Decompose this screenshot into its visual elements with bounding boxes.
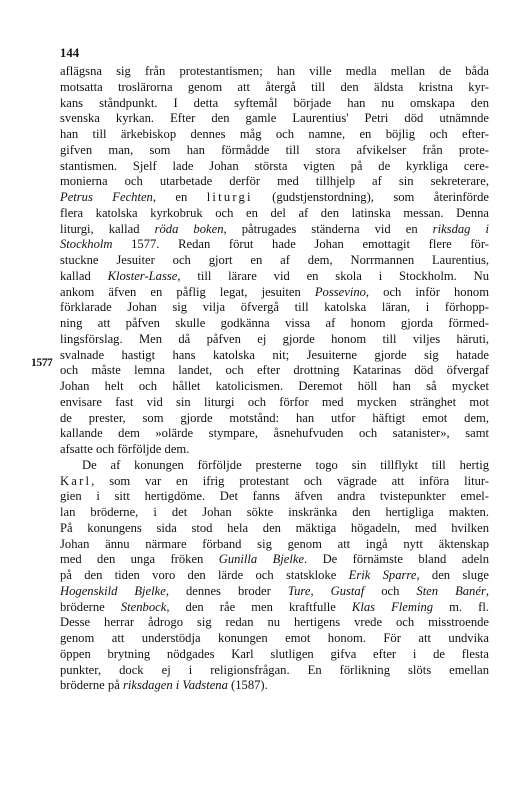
text-line	[60, 96, 489, 112]
text-segment: , påtrugades ständerna vid en	[223, 221, 433, 236]
text-segment: m. fl.	[433, 599, 489, 614]
text-line	[60, 663, 489, 679]
text-segment: gien i sitt hertigdöme. Det fanns äfven andra tvistepunkter emel-	[60, 489, 489, 504]
text-segment: förklarade Johan sig vilja öfvergå till katolska läran, i förhopp-	[60, 300, 489, 315]
text-segment: Johan helt och hållet katolicismen. Deremot höll han så mycket	[60, 379, 489, 393]
italic-text: Kloster-Lasse	[107, 268, 178, 283]
text-segment: kans ståndpunkt. I detta syftemål började han nu omskapa den	[60, 95, 489, 110]
text-segment: Desse herrar ådrogo sig redan nu hertigens vrede och misstroende	[60, 615, 489, 630]
text-segment: lingsförslag. Men då påfven ej gjorde honom till viljes häruti,	[60, 331, 489, 346]
text-line	[60, 631, 489, 647]
margin-year-note: 1577	[31, 357, 53, 369]
text-segment: ankom äfven en påflig legat, jesuiten	[60, 284, 315, 299]
text-segment: stantismen. Sjelf lade Johan största vigten på de kyrkliga cere-	[60, 158, 489, 173]
text-segment: lan bröderne, i det Johan sökte inskränka den hertigliga makten.	[60, 505, 489, 519]
text-segment: ,	[310, 583, 331, 598]
italic-text: Possevino	[314, 284, 366, 299]
italic-text: Gunilla Bjelke	[218, 552, 305, 567]
text-line	[60, 237, 489, 253]
text-segment: Johan ännu närmare förband sig genom att ingå nytt äktenskap	[60, 536, 489, 551]
text-segment: bröderne	[60, 599, 121, 614]
text-line	[60, 316, 489, 332]
text-segment: han till ärkebiskop dennes måg och namne, en böjlig och efter-	[60, 127, 489, 141]
text-line	[60, 647, 489, 663]
italic-text: Stenbock	[120, 599, 167, 614]
italic-text: Hogenskild Bjelke	[60, 583, 166, 598]
text-line	[60, 64, 489, 80]
text-segment: stuckne Jesuiter och gjort en af dem, Norrmannen Laurentius,	[60, 253, 489, 267]
text-line	[60, 379, 489, 395]
text-segment: på den tiden voro den lärde och statskloke	[60, 568, 349, 582]
text-segment: kallad	[60, 268, 108, 283]
italic-text: Sten Banér	[416, 583, 486, 598]
italic-text: Erik Sparre	[348, 568, 417, 582]
text-segment: monierna och utarbetade derför med tillhjelp af sin sekreterare,	[60, 174, 489, 189]
text-segment: , en	[152, 190, 207, 204]
text-line	[60, 363, 489, 379]
spaced-text: Karl	[60, 473, 92, 488]
text-line	[60, 395, 489, 411]
text-line	[60, 489, 489, 505]
text-line	[60, 143, 489, 159]
text-line	[60, 159, 489, 175]
text-segment: öppen brytning nödgades Karl slutligen gifva efter i de flesta	[60, 646, 489, 661]
text-line	[60, 348, 489, 364]
text-line	[60, 332, 489, 348]
text-line	[60, 615, 489, 631]
text-line	[60, 458, 489, 474]
text-segment: (gudstjenstordning), som återinförde	[252, 190, 489, 204]
text-segment: genom att understödja konungen emot honom. För att undvika	[60, 631, 489, 645]
text-segment: liturgi, kallad	[60, 221, 155, 236]
text-segment: ning att påfven skulle godkänna vissa af honom gjorda förmed-	[60, 316, 489, 330]
italic-text: Stockholm	[60, 237, 113, 252]
text-segment: gifven man, som han förmådde till stora afvikelser från prote-	[60, 142, 489, 157]
text-segment: motsatta troslärorna genom att återgå till den äldsta kristna kyr-	[60, 79, 489, 94]
body-text	[60, 64, 489, 694]
text-segment: , dennes broder	[165, 583, 288, 598]
text-segment: bröderne på	[60, 678, 123, 693]
text-line	[60, 253, 489, 269]
text-segment: afsatte och förföljde dem.	[60, 442, 190, 456]
text-segment: , och inför honom	[365, 284, 489, 299]
italic-text: Petrus Fechten	[60, 190, 153, 204]
text-line	[60, 80, 489, 96]
text-line	[60, 285, 489, 301]
italic-text: Klas Fleming	[351, 599, 434, 614]
italic-text: Ture	[287, 583, 311, 598]
text-segment: , som var en ifrig protestant och vägrade att införa litur-	[91, 473, 489, 488]
text-line	[60, 584, 489, 600]
text-segment: På konungens sida stod hela den mäktiga högadeln, med hvilken	[60, 520, 489, 535]
text-line	[60, 505, 489, 521]
text-segment: envisare fast vid sin liturgi och förfor med mycken stränghet mot	[60, 394, 489, 409]
text-segment: med den unga fröken	[60, 552, 219, 567]
text-line	[60, 568, 489, 584]
text-segment: punkter, dock ej i religionsfrågan. En förlikning slöts emellan	[60, 662, 489, 677]
text-segment: de prester, som gjorde motstånd: han utfor häftigt emot dem,	[60, 410, 489, 425]
text-line	[60, 678, 489, 694]
text-line	[60, 521, 489, 537]
text-segment: kallande dem »olärde stympare, åsnehufvuden och satanister», samt	[60, 426, 489, 441]
text-segment: svalnade hastigt hans katolska nit; Jesuiterne gjorde sig hatade	[60, 347, 489, 362]
page-number: 144	[60, 46, 80, 60]
text-line	[60, 537, 489, 553]
text-segment: , till lärare vid en skola i Stockholm. Nu	[177, 268, 489, 283]
text-line	[60, 426, 489, 442]
text-segment: flera katolska kyrkobruk och en del af den latinska messan. Denna	[60, 205, 489, 220]
text-line	[60, 127, 489, 143]
text-segment: , den sluge	[416, 568, 489, 582]
text-segment: , den råe men kraftfulle	[166, 599, 352, 614]
text-segment: . De förnämste bland adeln	[304, 552, 489, 567]
text-line	[60, 111, 489, 127]
text-line	[60, 552, 489, 568]
text-line	[60, 600, 489, 616]
text-line	[60, 174, 489, 190]
text-segment: och måste lemna landet, och efter drottning Katarinas död öfvergaf	[60, 363, 489, 378]
text-line	[60, 442, 489, 458]
text-line	[60, 190, 489, 206]
italic-text: röda boken	[154, 221, 224, 236]
spaced-text: liturgi	[206, 190, 253, 204]
text-line	[60, 206, 489, 222]
italic-text: Gustaf	[330, 583, 365, 598]
text-segment: aflägsna sig från protestantismen; han ville medla mellan de båda	[60, 64, 489, 78]
text-segment: (1587).	[227, 678, 268, 693]
text-line	[60, 474, 489, 490]
text-line	[60, 269, 489, 285]
text-segment: svenska kyrkan. Efter den gamle Laurentius' Petri död utnämnde	[60, 111, 489, 126]
text-segment: ,	[485, 583, 490, 598]
text-line	[60, 222, 489, 238]
italic-text: riksdag i	[432, 221, 489, 236]
italic-text: riksdagen i Vadstena	[122, 678, 228, 693]
text-segment: och	[364, 583, 417, 598]
text-line	[60, 411, 489, 427]
text-line	[60, 300, 489, 316]
text-segment: 1577. Redan förut hade Johan emottagit flere för-	[112, 237, 489, 252]
text-segment: De af konungen förföljde presterne togo sin tillflykt till hertig	[82, 457, 489, 472]
